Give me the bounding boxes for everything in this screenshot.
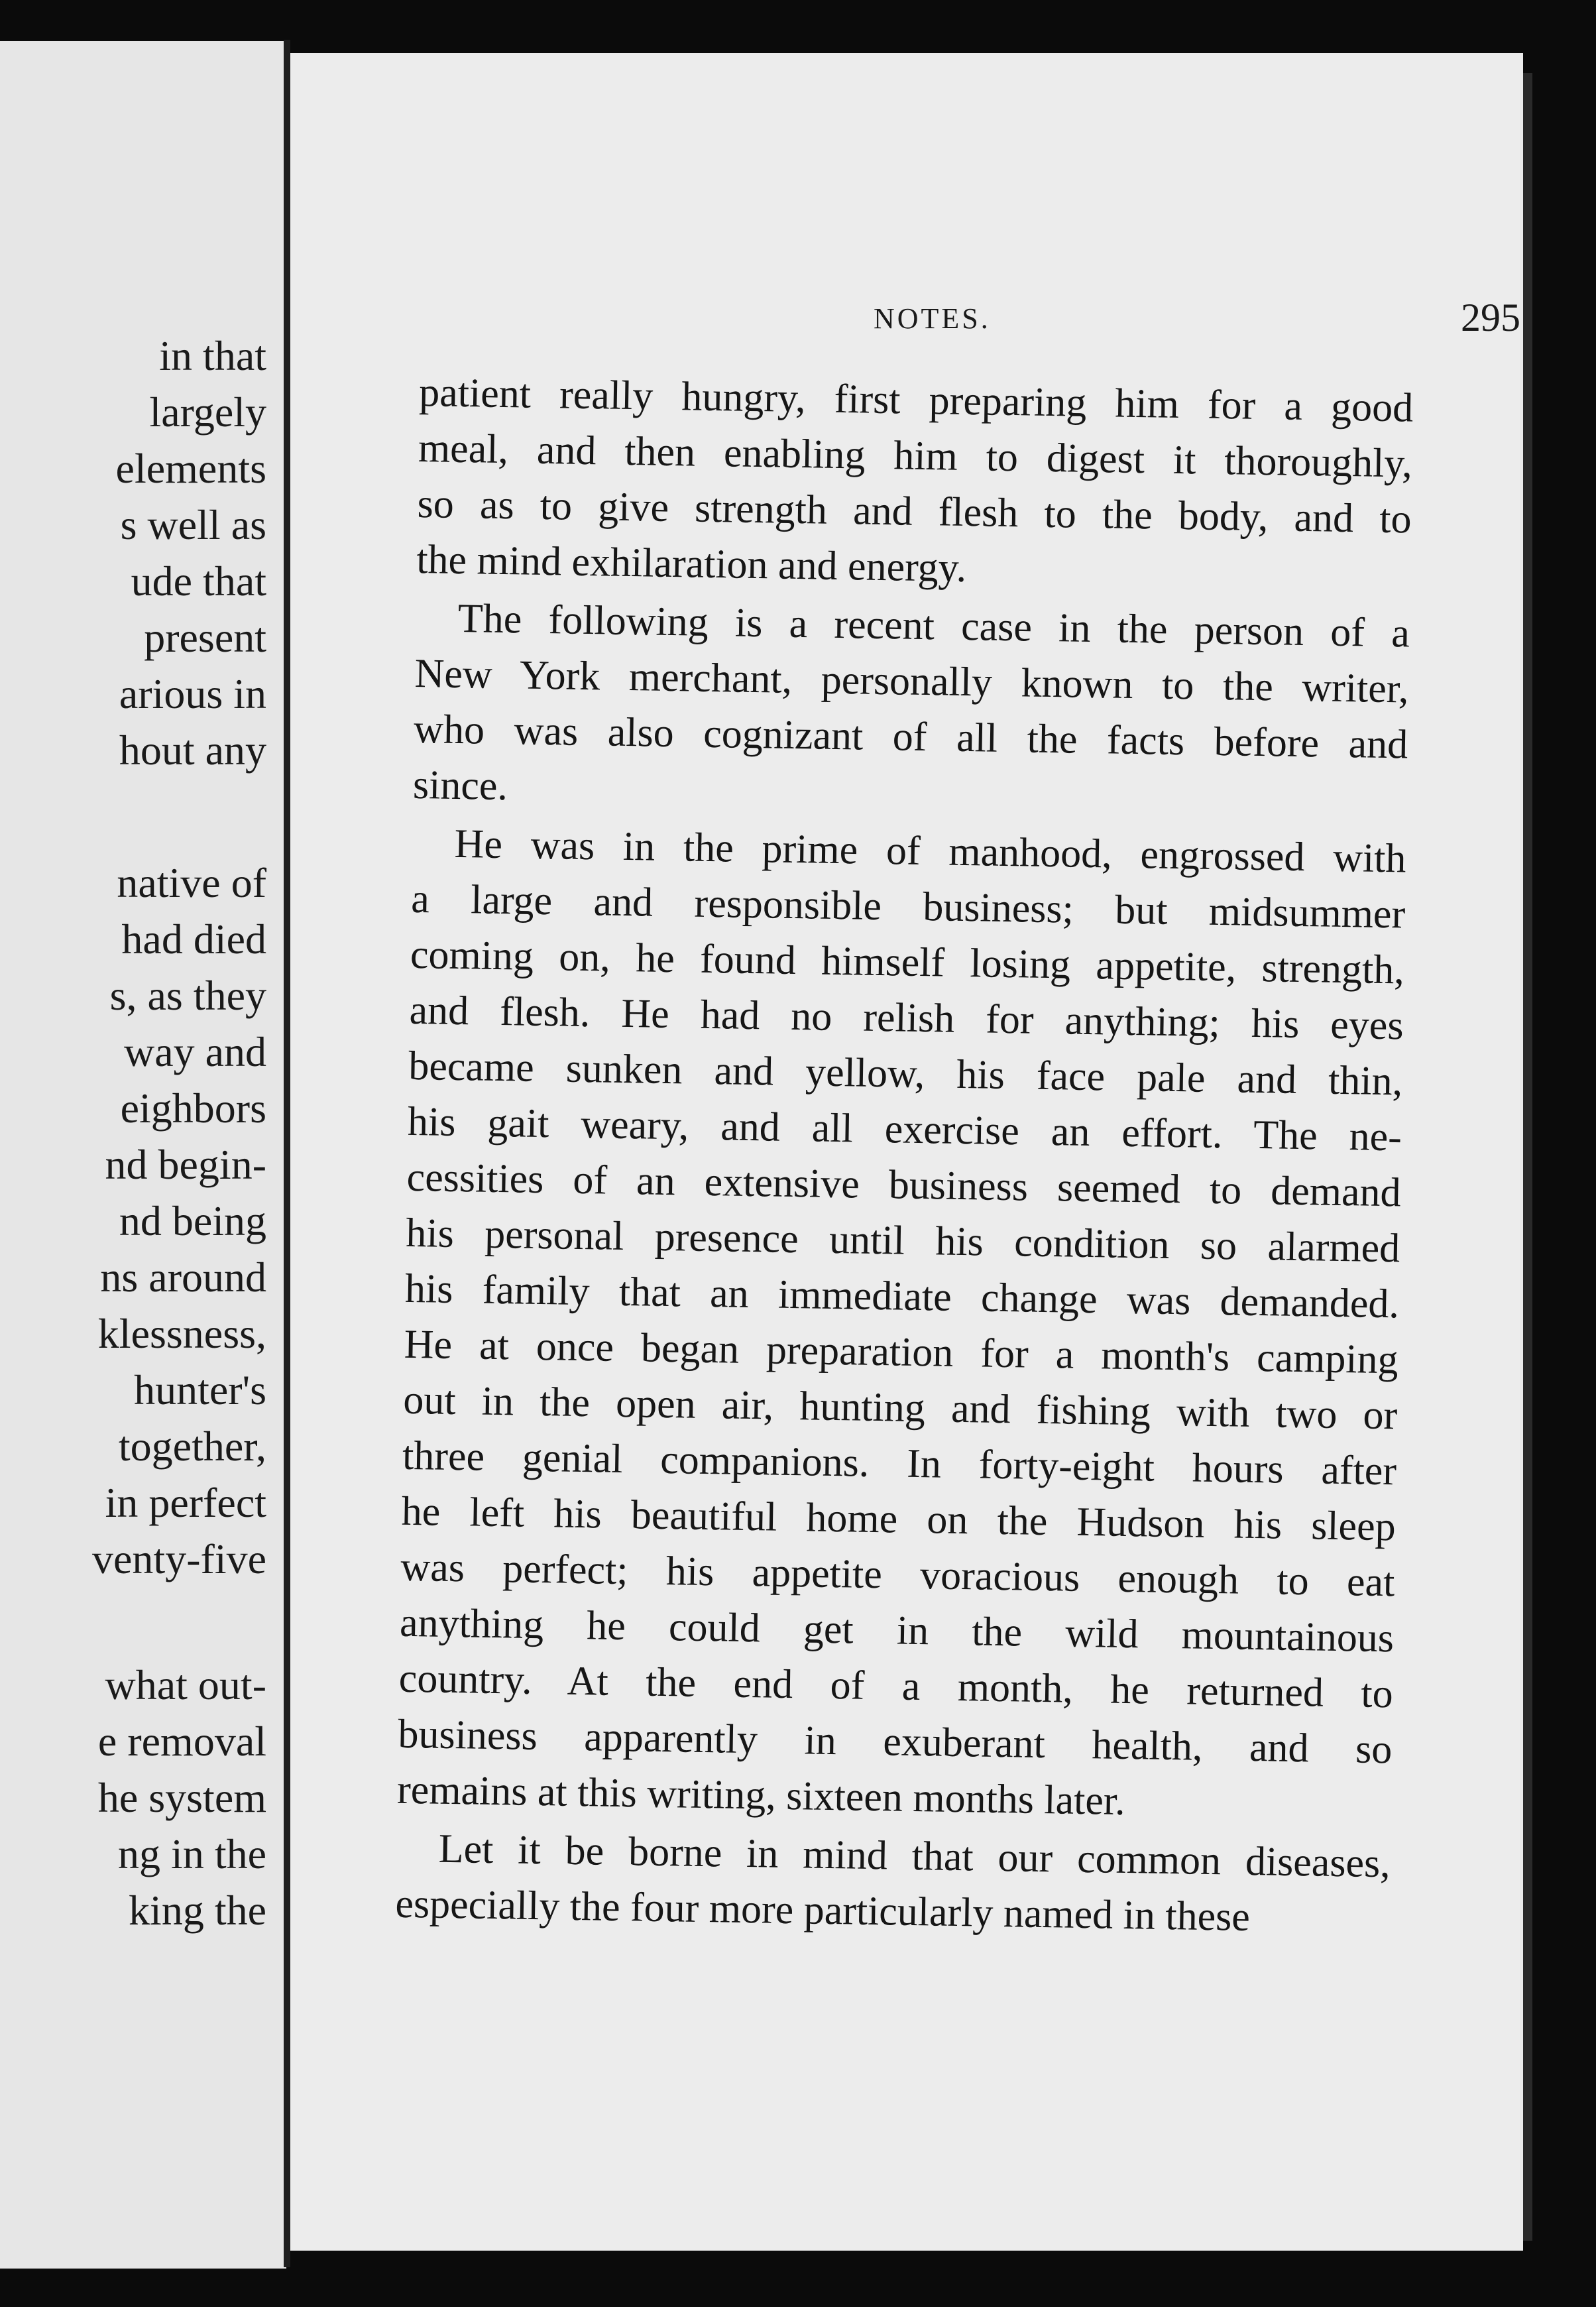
text-line: New York merchant, personally known to the writer, [414, 650, 1410, 712]
left-page-line: hout any [119, 727, 266, 774]
text-line: three genial companions. In forty-eight hours after [402, 1433, 1397, 1494]
left-page-line: together, [118, 1423, 266, 1470]
text-line: meal, and then enabling him to digest it thoroughly, [418, 425, 1413, 487]
body-text [395, 365, 1414, 1947]
running-head: NOTES. [874, 302, 991, 335]
text-line: remains at this writing, sixteen months later. [396, 1767, 1126, 1824]
left-page-line: klessness, [97, 1310, 266, 1357]
text-line: and flesh. He had no relish for anything; his eyes [409, 987, 1404, 1049]
text-line: coming on, he found himself losing appetite, strength, [410, 931, 1405, 993]
left-page [0, 41, 286, 2269]
text-line: since. [412, 762, 508, 809]
text-line: especially the four more particularly named in these [394, 1881, 1251, 1940]
text-line: out in the open air, hunting and fishing with two or [402, 1377, 1398, 1439]
text-line: country. At the end of a month, he returned to [398, 1655, 1394, 1717]
left-page-line: way and [123, 1028, 266, 1075]
left-page-line: venty-five [92, 1535, 266, 1582]
text-line: his family that an immediate change was demanded. [404, 1266, 1400, 1327]
page-header [290, 296, 1523, 355]
page-number: 295 [1461, 296, 1520, 339]
text-line: He was in the prime of manhood, engrossed with [454, 821, 1407, 882]
left-page-line: s well as [120, 501, 266, 548]
left-page-line: nd begin- [105, 1141, 266, 1188]
left-page-line: present [144, 614, 266, 661]
left-page-line: arious in [119, 670, 266, 717]
text-line: the mind exhilaration and energy. [416, 536, 967, 591]
text-line: Let it be borne in mind that our common diseases, [438, 1826, 1391, 1887]
paragraph [416, 365, 1414, 603]
left-page-line: in perfect [105, 1479, 266, 1526]
text-line: business apparently in exuberant health, and so [398, 1711, 1393, 1773]
left-page-line: king the [129, 1887, 266, 1934]
paragraph [412, 590, 1410, 829]
text-line: his personal presence until his condition so alarmed [405, 1210, 1400, 1272]
left-page-line: largely [149, 388, 266, 436]
text-line: his gait weary, and all exercise an effort. The ne- [407, 1098, 1402, 1160]
text-line: patient really hungry, first preparing him for a good [418, 369, 1414, 431]
left-page-line: had died [121, 916, 266, 963]
text-line: was perfect; his appetite voracious enough to eat [400, 1544, 1395, 1606]
left-page-line: he system [97, 1774, 266, 1821]
left-page-line: native of [117, 859, 266, 906]
text-line: The following is a recent case in the person of a [457, 595, 1410, 656]
text-line: cessities of an extensive business seemed to demand [406, 1154, 1402, 1216]
left-page-line: ns around [100, 1254, 266, 1301]
left-page-line: what out- [105, 1661, 266, 1708]
text-line: who was also cognizant of all the facts before and [413, 706, 1408, 768]
left-page-line: ng in the [118, 1830, 266, 1877]
left-page-line: hunter's [134, 1366, 266, 1413]
right-page [290, 53, 1523, 2251]
text-line: became sunken and yellow, his face pale and thin, [408, 1043, 1403, 1104]
left-page-line: nd being [119, 1197, 266, 1244]
text-line: he left his beautiful home on the Hudson his sleep [401, 1488, 1396, 1550]
left-page-line: s, as they [109, 972, 266, 1019]
book-spine [284, 40, 290, 2267]
paragraph [397, 815, 1407, 1833]
paragraph [395, 1820, 1391, 1948]
left-page-line: elements [115, 445, 266, 492]
text-line: a large and responsible business; but midsummer [410, 876, 1406, 937]
left-page-line: eighbors [120, 1085, 266, 1132]
left-page-line: e removal [97, 1718, 266, 1765]
left-page-line: ude that [131, 558, 266, 605]
text-line: anything he could get in the wild mountainous [399, 1600, 1395, 1661]
text-line: He at once began preparation for a month's camping [404, 1321, 1399, 1383]
text-line: so as to give strength and flesh to the body, and to [417, 481, 1412, 542]
page-edge [1523, 73, 1532, 2241]
left-page-line: in that [159, 332, 266, 379]
